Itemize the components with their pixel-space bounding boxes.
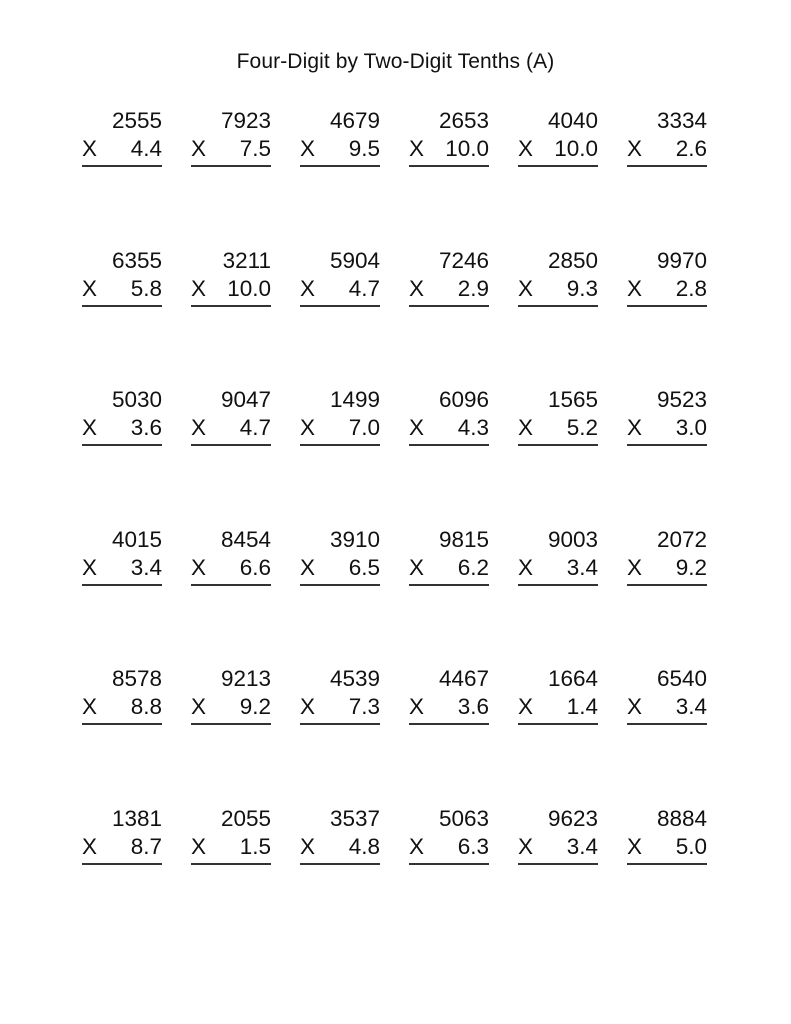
multiplier-row — [191, 135, 271, 163]
answer-line — [300, 723, 380, 725]
multiplicand: 4539 — [329, 666, 380, 691]
multiplier: 2.6 — [675, 136, 707, 161]
multiply-sign: X — [409, 834, 425, 859]
multiply-sign: X — [409, 136, 425, 161]
answer-line — [82, 584, 162, 586]
answer-line — [191, 305, 271, 307]
multiplier-row — [518, 833, 598, 861]
multiply-sign: X — [518, 834, 534, 859]
multiplicand: 3334 — [656, 108, 707, 133]
multiply-sign: X — [409, 415, 425, 440]
multiplication-problem — [409, 526, 489, 582]
multiply-sign: X — [627, 415, 643, 440]
multiplicand: 2653 — [438, 108, 489, 133]
answer-line — [627, 305, 707, 307]
multiply-sign: X — [518, 136, 534, 161]
multiplier: 6.5 — [348, 555, 380, 580]
multiplicand: 9970 — [656, 248, 707, 273]
multiplication-problem — [409, 386, 489, 442]
multiplication-problem — [627, 665, 707, 721]
multiplication-problem — [518, 805, 598, 861]
multiplier-row — [409, 833, 489, 861]
multiplication-problem — [409, 247, 489, 303]
multiplication-problem — [82, 526, 162, 582]
multiplier: 3.0 — [675, 415, 707, 440]
answer-line — [300, 165, 380, 167]
multiplier: 8.7 — [130, 834, 162, 859]
multiplier-row — [82, 693, 162, 721]
multiply-sign: X — [191, 834, 207, 859]
multiplier: 1.4 — [566, 694, 598, 719]
multiplier: 9.2 — [239, 694, 271, 719]
multiplication-problem — [409, 665, 489, 721]
multiplication-problem — [409, 107, 489, 163]
multiplication-problem — [300, 247, 380, 303]
answer-line — [82, 165, 162, 167]
multiplier: 9.5 — [348, 136, 380, 161]
multiplier-row — [627, 693, 707, 721]
multiply-sign: X — [300, 136, 316, 161]
multiplicand: 8884 — [656, 806, 707, 831]
multiplier: 3.4 — [675, 694, 707, 719]
multiplier-row — [409, 693, 489, 721]
multiplicand: 4467 — [438, 666, 489, 691]
multiplier-row — [191, 833, 271, 861]
multiplier: 8.8 — [130, 694, 162, 719]
multiplier-row — [409, 135, 489, 163]
multiplication-problem — [627, 386, 707, 442]
answer-line — [82, 444, 162, 446]
multiply-sign: X — [409, 555, 425, 580]
multiplier-row — [82, 414, 162, 442]
multiplicand: 5030 — [111, 387, 162, 412]
multiplier-row — [409, 554, 489, 582]
answer-line — [627, 584, 707, 586]
multiplier-row — [627, 414, 707, 442]
multiplier: 6.2 — [457, 555, 489, 580]
multiplier: 3.6 — [457, 694, 489, 719]
multiplication-problem — [191, 107, 271, 163]
multiplier-row — [627, 554, 707, 582]
multiply-sign: X — [627, 694, 643, 719]
multiplier: 9.3 — [566, 276, 598, 301]
multiply-sign: X — [300, 415, 316, 440]
multiplicand: 1381 — [111, 806, 162, 831]
multiplier-row — [300, 554, 380, 582]
multiply-sign: X — [300, 834, 316, 859]
answer-line — [191, 444, 271, 446]
answer-line — [409, 584, 489, 586]
multiplication-problem — [627, 107, 707, 163]
multiplier-row — [191, 693, 271, 721]
multiplicand: 6355 — [111, 248, 162, 273]
answer-line — [518, 723, 598, 725]
worksheet-title: Four-Digit by Two-Digit Tenths (A) — [236, 50, 555, 73]
multiplier-row — [518, 275, 598, 303]
multiplication-problem — [627, 526, 707, 582]
answer-line — [627, 723, 707, 725]
multiplicand: 3910 — [329, 527, 380, 552]
multiplier: 6.6 — [239, 555, 271, 580]
multiplicand: 8578 — [111, 666, 162, 691]
multiplier-row — [300, 693, 380, 721]
answer-line — [82, 723, 162, 725]
multiplicand: 1664 — [547, 666, 598, 691]
answer-line — [300, 305, 380, 307]
multiply-sign: X — [82, 136, 98, 161]
multiplication-problem — [82, 805, 162, 861]
answer-line — [409, 444, 489, 446]
multiply-sign: X — [300, 276, 316, 301]
multiply-sign: X — [627, 834, 643, 859]
multiply-sign: X — [82, 555, 98, 580]
multiplication-problem — [300, 805, 380, 861]
multiplication-problem — [627, 247, 707, 303]
multiplicand: 5063 — [438, 806, 489, 831]
multiplicand: 3211 — [222, 248, 271, 273]
multiplier-row — [191, 414, 271, 442]
answer-line — [518, 305, 598, 307]
multiplier: 5.0 — [675, 834, 707, 859]
answer-line — [627, 165, 707, 167]
multiplication-problem — [300, 386, 380, 442]
multiply-sign: X — [627, 555, 643, 580]
multiplier: 5.2 — [566, 415, 598, 440]
multiplier: 4.7 — [348, 276, 380, 301]
multiplication-problem — [627, 805, 707, 861]
multiply-sign: X — [82, 834, 98, 859]
multiply-sign: X — [409, 694, 425, 719]
multiply-sign: X — [518, 555, 534, 580]
multiplier-row — [191, 275, 271, 303]
multiplication-problem — [518, 247, 598, 303]
multiplier-row — [627, 833, 707, 861]
multiplicand: 6540 — [656, 666, 707, 691]
multiplicand: 6096 — [438, 387, 489, 412]
multiplicand: 5904 — [329, 248, 380, 273]
answer-line — [191, 863, 271, 865]
multiplier: 7.5 — [239, 136, 271, 161]
multiply-sign: X — [300, 555, 316, 580]
multiplier: 10.0 — [554, 136, 598, 161]
multiply-sign: X — [627, 276, 643, 301]
multiply-sign: X — [627, 136, 643, 161]
multiply-sign: X — [518, 276, 534, 301]
multiply-sign: X — [191, 415, 207, 440]
multiply-sign: X — [191, 555, 207, 580]
multiplicand: 9623 — [547, 806, 598, 831]
multiplication-problem — [82, 107, 162, 163]
multiplicand: 2850 — [547, 248, 598, 273]
answer-line — [518, 863, 598, 865]
multiplication-problem — [191, 526, 271, 582]
multiplier: 1.5 — [239, 834, 271, 859]
multiplication-problem — [409, 805, 489, 861]
multiplication-problem — [300, 665, 380, 721]
multiplier-row — [518, 554, 598, 582]
multiplier: 2.9 — [457, 276, 489, 301]
multiplier-row — [409, 414, 489, 442]
multiplier-row — [191, 554, 271, 582]
answer-line — [409, 863, 489, 865]
multiplier: 3.4 — [566, 555, 598, 580]
multiply-sign: X — [82, 694, 98, 719]
answer-line — [627, 863, 707, 865]
multiplier: 4.4 — [130, 136, 162, 161]
multiplication-problem — [191, 665, 271, 721]
multiplier: 2.8 — [675, 276, 707, 301]
answer-line — [82, 863, 162, 865]
answer-line — [191, 584, 271, 586]
multiplicand: 3537 — [329, 806, 380, 831]
multiplier-row — [300, 275, 380, 303]
multiplier-row — [82, 833, 162, 861]
multiplicand: 9003 — [547, 527, 598, 552]
multiplier-row — [518, 693, 598, 721]
multiplication-problem — [82, 247, 162, 303]
multiplier: 7.0 — [348, 415, 380, 440]
multiplier-row — [409, 275, 489, 303]
multiplicand: 9523 — [656, 387, 707, 412]
multiplier-row — [300, 414, 380, 442]
multiplicand: 9047 — [220, 387, 271, 412]
multiplication-problem — [191, 805, 271, 861]
multiplier-row — [82, 554, 162, 582]
multiplier: 4.3 — [457, 415, 489, 440]
multiplicand: 7923 — [220, 108, 271, 133]
multiplicand: 1565 — [547, 387, 598, 412]
multiplication-problem — [518, 386, 598, 442]
multiplier: 4.8 — [348, 834, 380, 859]
multiplier: 5.8 — [130, 276, 162, 301]
multiplicand: 4015 — [111, 527, 162, 552]
multiplier: 10.0 — [227, 276, 271, 301]
multiplier: 10.0 — [445, 136, 489, 161]
multiplier-row — [627, 135, 707, 163]
multiplier-row — [300, 135, 380, 163]
multiply-sign: X — [191, 694, 207, 719]
multiplier: 6.3 — [457, 834, 489, 859]
answer-line — [82, 305, 162, 307]
multiplier: 3.4 — [130, 555, 162, 580]
multiply-sign: X — [409, 276, 425, 301]
multiplicand: 9815 — [438, 527, 489, 552]
multiplication-problem — [518, 107, 598, 163]
multiply-sign: X — [300, 694, 316, 719]
answer-line — [518, 165, 598, 167]
multiplier-row — [300, 833, 380, 861]
multiply-sign: X — [191, 276, 207, 301]
multiply-sign: X — [191, 136, 207, 161]
answer-line — [409, 165, 489, 167]
multiplication-problem — [300, 526, 380, 582]
answer-line — [518, 444, 598, 446]
multiply-sign: X — [82, 276, 98, 301]
multiply-sign: X — [518, 694, 534, 719]
answer-line — [191, 723, 271, 725]
multiplication-problem — [82, 665, 162, 721]
multiplication-problem — [518, 665, 598, 721]
answer-line — [409, 305, 489, 307]
multiplier: 3.4 — [566, 834, 598, 859]
multiplicand: 2555 — [111, 108, 162, 133]
answer-line — [300, 444, 380, 446]
multiplicand: 2055 — [220, 806, 271, 831]
multiplicand: 1499 — [329, 387, 380, 412]
multiplier: 4.7 — [239, 415, 271, 440]
answer-line — [300, 584, 380, 586]
multiplicand: 8454 — [220, 527, 271, 552]
multiplier-row — [82, 275, 162, 303]
multiplicand: 9213 — [220, 666, 271, 691]
answer-line — [300, 863, 380, 865]
answer-line — [191, 165, 271, 167]
multiplication-problem — [300, 107, 380, 163]
multiply-sign: X — [82, 415, 98, 440]
multiplication-problem — [518, 526, 598, 582]
multiplication-problem — [191, 247, 271, 303]
multiplier-row — [82, 135, 162, 163]
answer-line — [518, 584, 598, 586]
multiplier-row — [518, 135, 598, 163]
multiplication-problem — [82, 386, 162, 442]
multiplier-row — [518, 414, 598, 442]
multiplication-problem — [191, 386, 271, 442]
multiplicand: 4679 — [329, 108, 380, 133]
multiplicand: 2072 — [656, 527, 707, 552]
multiplier: 3.6 — [130, 415, 162, 440]
answer-line — [409, 723, 489, 725]
multiply-sign: X — [518, 415, 534, 440]
multiplier: 7.3 — [348, 694, 380, 719]
multiplicand: 7246 — [438, 248, 489, 273]
multiplier-row — [627, 275, 707, 303]
answer-line — [627, 444, 707, 446]
multiplier: 9.2 — [675, 555, 707, 580]
multiplicand: 4040 — [547, 108, 598, 133]
